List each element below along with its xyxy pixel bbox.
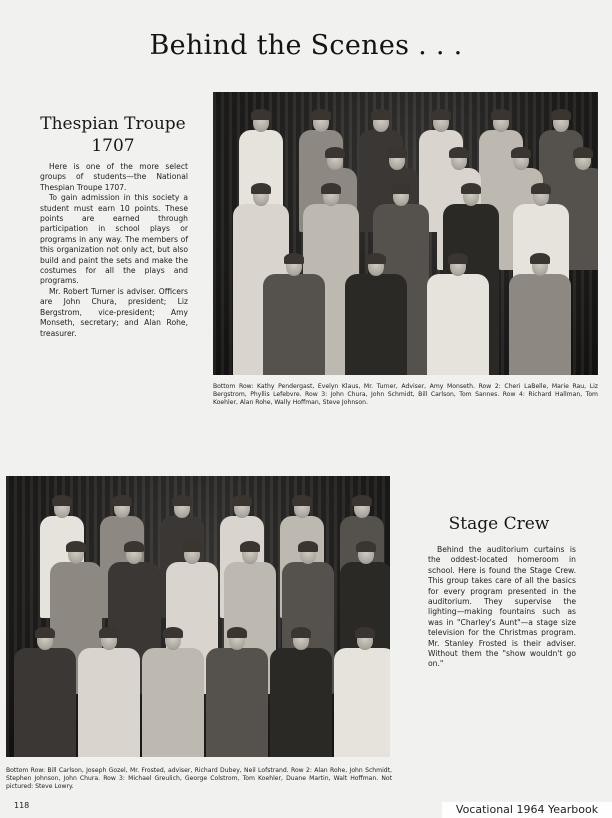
- photo-person: [263, 256, 325, 375]
- photo-person: [345, 256, 407, 375]
- thespian-title-line1: Thespian Troupe: [40, 114, 186, 134]
- page-title: Behind the Scenes . . .: [149, 30, 463, 61]
- stage-crew-photo-caption: Bottom Row: Bill Carlson, Joseph Gozel, Mr. Frosted, adviser, Richard Dubey, Neil Lofstrand. Row 2: Alan Rohe, John Schmidt, Stephen Johnson, John Chura. Row 3: Michael Greulich, George Colstrom, Tom Koehler, Duane Martin, Walt Hoffman. Not pictured: Steve Lowry.: [6, 767, 392, 790]
- stage-crew-body: [428, 545, 576, 670]
- thespian-title-line2: 1707: [91, 136, 135, 156]
- thespian-group-photo: [213, 92, 598, 375]
- stage-crew-group-photo: [6, 476, 390, 757]
- stage-crew-paragraph: Behind the auditorium curtains is the oddest-located homeroom in school. Here is found the Stage Crew. This group takes care of all the basics for every program presented in the auditorium. They supervise the lighting—making fountains such as was in "Charley's Aunt"—a stage size television for the Christmas program. Mr. Stanley Frosted is their adviser. Without them the "show wouldn't go on.": [428, 545, 576, 669]
- photo-person: [270, 630, 332, 757]
- thespian-paragraph: To gain admission in this society a student must earn 10 points. These points are earned through participation in school plays or programs in any way. The members of this organization not only act, but also build and paint the sets and make the costumes for all the plays and programs.: [40, 193, 188, 286]
- thespian-photo-caption: Bottom Row: Kathy Pendergast, Evelyn Klaus, Mr. Turner, Adviser, Amy Monseth. Row 2: Cheri LaBelle, Marie Rau, Liz Bergstrom, Phyllis Lefebvre. Row 3: John Chura, John Schmidt, Bill Carlson, Tom Sannes. Row 4: Richard Hallman, Tom Koehler, Alan Rohe, Wally Hoffman, Steve Johnson.: [213, 383, 598, 406]
- thespian-paragraph: Mr. Robert Turner is adviser. Officers are John Chura, president; Liz Bergstrom, vice-president; Amy Monseth, secretary; and Alan Rohe, treasurer.: [40, 286, 188, 338]
- page-number: 118: [14, 801, 30, 810]
- photo-person: [14, 630, 76, 757]
- yearbook-watermark: Vocational 1964 Yearbook: [442, 802, 612, 818]
- photo-person: [78, 630, 140, 757]
- thespian-paragraph: Here is one of the more select groups of students—the National Thespian Troupe 1707.: [40, 162, 188, 192]
- thespian-title: [38, 113, 188, 157]
- photo-person: [142, 630, 204, 757]
- thespian-body: [40, 162, 188, 339]
- photo-person: [334, 630, 390, 757]
- photo-person: [206, 630, 268, 757]
- stage-crew-title: Stage Crew: [448, 514, 550, 534]
- photo-person: [427, 256, 489, 375]
- photo-person: [509, 256, 571, 375]
